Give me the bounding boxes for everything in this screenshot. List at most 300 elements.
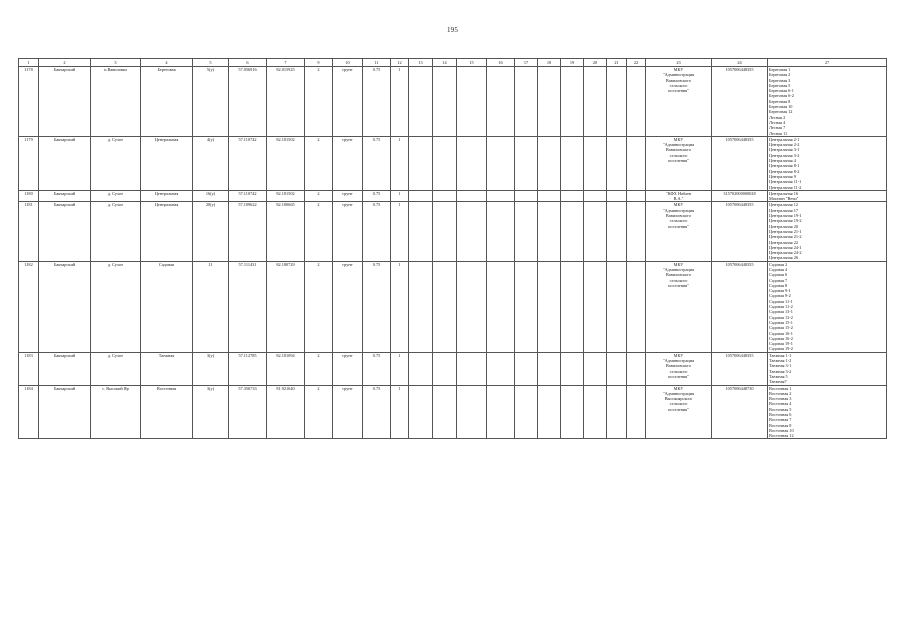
source-line: Таежная7 [769,379,787,385]
source-line: Береговая 10 [769,104,793,110]
district-cell: Бакчарский [39,202,91,261]
house-cell: 3(у) [193,385,229,439]
empty-cell [627,352,646,385]
latitude-cell: 57.356733 [229,385,267,439]
source-line: Береговая 5 [769,82,791,88]
street-cell: Таежная [141,352,193,385]
source-line: Восточная 1 [769,385,792,391]
column-number: 12 [391,59,409,67]
owner-line: МКУ [673,67,684,72]
empty-cell [561,202,584,261]
source-line: Таежная 3-2 [769,368,792,374]
settlement-cell: д. Сухое [91,261,141,352]
table-row [19,261,887,352]
empty-cell [538,352,561,385]
latitude-cell: 57.112785 [229,352,267,385]
source-line: Восточная 7 [769,417,792,423]
source-line: Центральная 8-1 [769,163,800,169]
longitude-cell: 82.181094 [267,352,305,385]
owner-line: Высокоярского [664,396,693,402]
settlement-cell: п.Вавиловка [91,67,141,137]
empty-cell [607,190,627,202]
empty-cell [538,261,561,352]
column-number: 17 [515,59,538,67]
empty-cell [607,352,627,385]
source-line: Таежная 1-1 [769,352,792,358]
empty-cell [457,190,487,202]
sources-cell [768,190,887,202]
source-line: Восточная 6 [769,412,792,417]
empty-cell [433,385,457,439]
street-cell: Садовая [141,261,193,352]
source-line: Центральная 2-1 [769,136,800,142]
table-row [19,202,887,261]
source-line: Садовая 15-2 [769,325,793,331]
owner-line: Вавиловского [665,363,692,369]
empty-cell [561,352,584,385]
owner-cell [646,202,712,261]
empty-cell [487,67,515,137]
owner-line: "Администрация [662,358,695,364]
page-number: 195 [446,26,459,34]
source-line: Лесная 7 [769,125,786,131]
source-line: Центральная 22 [769,239,798,245]
source-line: Садовая 7 [769,277,788,283]
empty-cell [433,202,457,261]
source-line: Центральная 24-2 [769,250,802,256]
latitude-cell: 57.110742 [229,136,267,190]
column-number: 1 [19,59,39,67]
sources-cell [768,261,887,352]
owner-line: "КФХ Набаев [665,190,692,196]
sources-cell [768,385,887,439]
source-line: Садовая 6 [769,272,788,278]
surface-cell: грунт [333,261,363,352]
table-row [19,136,887,190]
column-number: 13 [409,59,433,67]
source-line: Восточная 4 [769,401,792,407]
empty-cell [584,202,607,261]
longitude-cell: 82.181502 [267,136,305,190]
owner-cell [646,136,712,190]
row-number: 1178 [19,67,39,137]
empty-cell [409,190,433,202]
district-cell: Бакчарский [39,261,91,352]
source-line: Центральная 20 [769,223,798,229]
empty-cell [627,261,646,352]
empty-cell [538,202,561,261]
column-number: 9 [305,59,333,67]
settlement-cell: с. Высокий Яр [91,385,141,439]
source-line: Магазин "Вечи" [769,196,799,202]
empty-cell [457,261,487,352]
source-line: Центральная 19-2 [769,218,802,224]
empty-cell [584,67,607,137]
street-cell: Центральная [141,136,193,190]
owner-line: сельского [669,368,688,374]
owner-line: сельского [669,401,688,407]
empty-cell [433,67,457,137]
containers-cell: 2 [305,385,333,439]
empty-cell [515,67,538,137]
source-line: Центральная 17 [769,207,798,213]
source-line: Восточная 10 [769,427,794,433]
column-number: 14 [433,59,457,67]
source-line: Центральная 3-2 [769,152,800,158]
table-row [19,67,887,137]
column-number: 15 [457,59,487,67]
owner-line: сельского [669,82,688,88]
owner-line: сельского [669,152,688,158]
column-number: 5 [193,59,229,67]
empty-cell [538,67,561,137]
house-cell: 3(у) [193,352,229,385]
empty-cell [607,67,627,137]
source-line: Восточная 2 [769,390,792,396]
source-line: Центральная 8-2 [769,168,800,174]
owner-line: поселения" [668,406,689,412]
house-cell: 16(у) [193,190,229,202]
source-line: Береговая 6-2 [769,93,794,99]
empty-cell [627,67,646,137]
source-line: Таежная 5 [769,373,788,379]
source-line: Лесная 4 [769,119,786,125]
latitude-cell: 57.111431 [229,261,267,352]
owner-line: МКУ [673,261,684,267]
column-number: 22 [627,59,646,67]
containers-cell: 2 [305,136,333,190]
containers-cell: 2 [305,352,333,385]
column-number: 6 [229,59,267,67]
quantity-cell: 1 [391,352,409,385]
source-line: Садовая 11-1 [769,298,793,304]
empty-cell [584,136,607,190]
empty-cell [409,385,433,439]
source-line: Садовая 16-2 [769,335,793,341]
owner-line: Вавиловского [665,77,692,83]
owner-line: "Администрация [662,72,695,78]
empty-cell [561,67,584,137]
empty-cell [487,261,515,352]
empty-cell [515,261,538,352]
row-number: 1180 [19,190,39,202]
volume-cell: 0.75 [363,190,391,202]
source-line: Садовая 13-1 [769,309,793,315]
surface-cell: грунт [333,136,363,190]
source-line: Центральная 11-1 [769,179,802,185]
column-number: 21 [607,59,627,67]
source-line: Береговая 3 [769,77,791,83]
empty-cell [487,352,515,385]
surface-cell: грунт [333,202,363,261]
house-cell: 11 [193,261,229,352]
settlement-cell: д. Сухое [91,190,141,202]
source-line: Центральная 16 [769,190,798,196]
column-number: 2 [39,59,91,67]
empty-cell [515,202,538,261]
owner-line: Вавиловского [665,272,692,278]
volume-cell: 0.75 [363,202,391,261]
latitude-cell: 57.110742 [229,190,267,202]
source-line: Восточная 3 [769,396,792,402]
source-line: Береговая 2 [769,72,791,78]
owner-line: МКУ [673,385,684,391]
empty-cell [627,385,646,439]
empty-cell [409,136,433,190]
source-line: Центральная 2-2 [769,142,800,148]
surface-cell: грунт [333,190,363,202]
owner-cell [646,352,712,385]
ogrn-cell: 315702000000028 [712,190,768,202]
column-number: 24 [712,59,768,67]
street-cell: Береговая [141,67,193,137]
street-cell: Центральная [141,202,193,261]
empty-cell [607,202,627,261]
source-line: Садовая 2 [769,261,788,267]
owner-line: поселения" [668,88,689,94]
row-number: 1183 [19,352,39,385]
containers-cell: 2 [305,202,333,261]
column-number: 16 [487,59,515,67]
empty-cell [584,352,607,385]
empty-cell [487,136,515,190]
empty-cell [561,261,584,352]
column-number-row [19,59,887,67]
column-number: 19 [561,59,584,67]
column-number: 10 [333,59,363,67]
volume-cell: 0.75 [363,136,391,190]
source-line: Садовая 15-1 [769,319,793,325]
ogrn-cell: 1057006448355 [712,67,768,137]
source-line: Центральная 12 [769,202,798,208]
sources-cell [768,67,887,137]
house-cell: 20(у) [193,202,229,261]
volume-cell: 0.75 [363,352,391,385]
empty-cell [409,352,433,385]
house-cell: 4(у) [193,136,229,190]
settlement-cell: д. Сухое [91,352,141,385]
empty-cell [433,352,457,385]
source-line: Береговая 8 [769,98,791,104]
containers-cell: 2 [305,261,333,352]
empty-cell [627,202,646,261]
source-line: Лесная 2 [769,114,786,120]
owner-line: поселения" [668,223,689,229]
empty-cell [607,385,627,439]
owner-line: "Администрация [662,142,695,148]
empty-cell [487,385,515,439]
source-line: Садовая 13-2 [769,314,793,320]
surface-cell: грунт [333,67,363,137]
source-line: Садовая 9-1 [769,288,791,294]
source-line: Центральная 21-2 [769,234,802,240]
source-line: Центральная 11-2 [769,184,802,190]
column-number: 18 [538,59,561,67]
ogrn-cell: 1057006448355 [712,352,768,385]
longitude-cell: 82.180729 [267,261,305,352]
empty-cell [433,136,457,190]
source-line: Центральная 26 [769,255,798,261]
owner-line: "Администрация [662,207,695,213]
source-line: Садовая 16-1 [769,330,793,336]
source-line: Садовая 9-2 [769,293,791,299]
house-cell: 5(у) [193,67,229,137]
owner-line: МКУ [673,202,684,208]
longitude-cell: 82.180665 [267,202,305,261]
empty-cell [561,385,584,439]
empty-cell [457,352,487,385]
source-line: Береговая 6-1 [769,88,794,94]
containers-cell: 2 [305,67,333,137]
owner-line: поселения" [668,282,689,288]
source-line: Садовая 19-2 [769,346,793,352]
column-number: 7 [267,59,305,67]
source-line: Садовая 8 [769,282,788,288]
owner-line: сельского [669,277,688,283]
empty-cell [409,261,433,352]
row-number: 1179 [19,136,39,190]
district-cell: Бакчарский [39,352,91,385]
empty-cell [433,261,457,352]
longitude-cell: 81.921640 [267,385,305,439]
owner-line: МКУ [673,352,684,358]
empty-cell [515,190,538,202]
settlement-cell: д. Сухое [91,136,141,190]
table-row [19,190,887,202]
sources-cell [768,136,887,190]
quantity-cell: 1 [391,67,409,137]
owner-cell [646,190,712,202]
district-cell: Бакчарский [39,136,91,190]
owner-line: "Администрация [662,390,695,396]
empty-cell [515,385,538,439]
volume-cell: 0.75 [363,67,391,137]
empty-cell [584,261,607,352]
empty-cell [487,202,515,261]
street-cell: Восточная [141,385,193,439]
volume-cell: 0.75 [363,385,391,439]
empty-cell [538,385,561,439]
source-line: Центральная 19-1 [769,213,802,219]
owner-line: Вавиловского [665,213,692,219]
empty-cell [538,136,561,190]
latitude-cell: 57.109622 [229,202,267,261]
settlement-cell: д. Сухое [91,202,141,261]
source-line: Восточная 12 [769,433,794,439]
surface-cell: грунт [333,385,363,439]
longitude-cell: 82.015925 [267,67,305,137]
column-number: 20 [584,59,607,67]
sources-cell [768,352,887,385]
source-line: Восточная 8 [769,422,792,428]
district-cell: Бакчарский [39,190,91,202]
ogrn-cell: 1057006448355 [712,136,768,190]
sources-cell [768,202,887,261]
empty-cell [607,136,627,190]
ogrn-cell: 1057006448730 [712,385,768,439]
empty-cell [457,67,487,137]
empty-cell [561,190,584,202]
source-line: Садовая 11-2 [769,304,793,310]
source-line: Береговая 1 [769,67,791,72]
source-line: Центральная 9 [769,173,796,179]
column-number: 3 [91,59,141,67]
empty-cell [561,136,584,190]
owner-cell [646,67,712,137]
source-line: Лесная 11 [769,130,788,136]
owner-cell [646,385,712,439]
source-line: Центральная 21-1 [769,228,802,234]
district-cell: Бакчарский [39,67,91,137]
row-number: 1184 [19,385,39,439]
quantity-cell: 1 [391,136,409,190]
registry-body [19,67,887,439]
owner-line: В.А." [673,196,684,202]
row-number: 1182 [19,261,39,352]
quantity-cell: 1 [391,261,409,352]
row-number: 1181 [19,202,39,261]
quantity-cell: 1 [391,190,409,202]
empty-cell [584,190,607,202]
registry-table [18,58,887,439]
empty-cell [487,190,515,202]
owner-line: "Администрация [662,266,695,272]
ogrn-cell: 1057006448355 [712,261,768,352]
latitude-cell: 57.056916 [229,67,267,137]
owner-line: Вавиловского [665,147,692,153]
empty-cell [433,190,457,202]
source-line: Таежная 1-2 [769,358,792,364]
empty-cell [515,136,538,190]
longitude-cell: 82.181502 [267,190,305,202]
empty-cell [409,202,433,261]
source-line: Центральная 24-1 [769,244,802,250]
source-line: Береговая 12 [769,109,793,115]
surface-cell: грунт [333,352,363,385]
table-row [19,352,887,385]
column-number: 23 [646,59,712,67]
empty-cell [538,190,561,202]
containers-cell: 2 [305,190,333,202]
owner-line: сельского [669,218,688,224]
empty-cell [515,352,538,385]
street-cell: Центральная [141,190,193,202]
column-number: 4 [141,59,193,67]
empty-cell [584,385,607,439]
source-line: Центральная 4 [769,158,796,164]
source-line: Садовая 4 [769,266,788,272]
empty-cell [457,136,487,190]
table-row [19,385,887,439]
source-line: Садовая 19-1 [769,341,793,347]
owner-cell [646,261,712,352]
owner-line: поселения" [668,158,689,164]
empty-cell [409,67,433,137]
ogrn-cell: 1057006448355 [712,202,768,261]
owner-line: МКУ [673,136,684,142]
empty-cell [627,190,646,202]
column-number: 11 [363,59,391,67]
quantity-cell: 1 [391,202,409,261]
empty-cell [457,385,487,439]
owner-line: поселения" [668,373,689,379]
source-line: Центральная 3-1 [769,147,800,153]
source-line: Восточная 5 [769,406,792,412]
empty-cell [627,136,646,190]
empty-cell [457,202,487,261]
quantity-cell: 1 [391,385,409,439]
empty-cell [607,261,627,352]
